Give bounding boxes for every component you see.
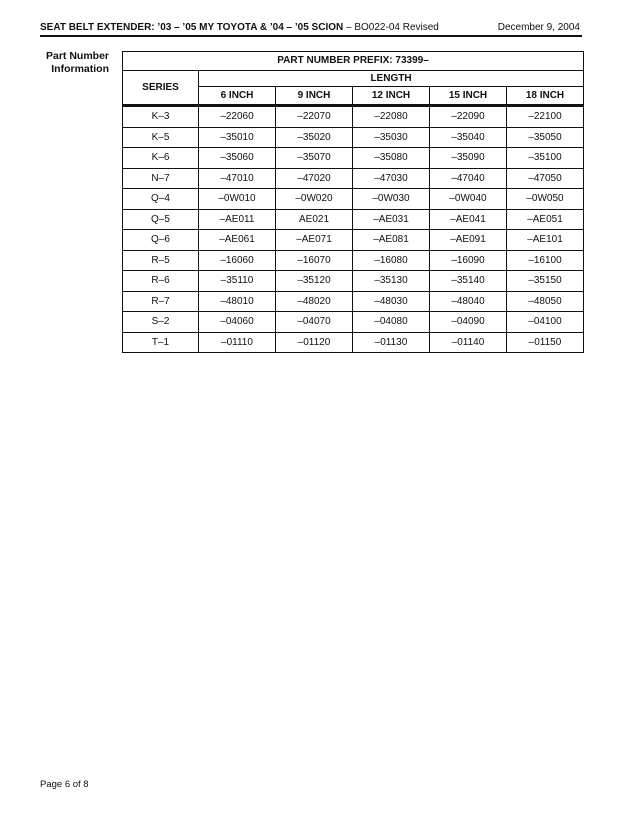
table-row [123,106,584,128]
part-number-cell: –35120 [276,271,353,292]
part-number-cell: –04090 [430,312,507,333]
column-header-12-inch: 12 INCH [353,87,430,106]
table-row [123,332,584,353]
part-number-cell: –AE061 [199,230,276,251]
part-number-cell: –0W010 [199,189,276,210]
series-cell: R–6 [123,271,199,292]
table-row [123,250,584,271]
part-number-cell: –35110 [199,271,276,292]
part-number-cell: –48040 [430,291,507,312]
table-row [123,127,584,148]
series-cell: N–7 [123,168,199,189]
table-row [123,230,584,251]
part-number-prefix: PART NUMBER PREFIX: 73399– [123,52,584,71]
series-cell: Q–5 [123,209,199,230]
part-number-cell: –0W050 [507,189,584,210]
part-number-cell: –AE011 [199,209,276,230]
length-header: LENGTH [199,71,584,87]
part-number-cell: –04070 [276,312,353,333]
part-number-cell: –47050 [507,168,584,189]
part-number-cell: –35140 [430,271,507,292]
series-cell: K–3 [123,106,199,128]
side-label-line-1: Part Number [45,50,109,62]
part-number-information-label [40,50,109,76]
series-header: SERIES [123,71,199,106]
part-number-cell: –22080 [353,106,430,128]
group-header-row [123,71,584,87]
table-row [123,291,584,312]
document-title: SEAT BELT EXTENDER: ’03 – ’05 MY TOYOTA & ’04 – ’05 SCION [40,22,344,33]
series-cell: T–1 [123,332,199,353]
prefix-row [123,52,584,71]
part-number-cell: –0W020 [276,189,353,210]
part-number-cell: –48010 [199,291,276,312]
part-number-cell: –47030 [353,168,430,189]
part-number-cell: –AE081 [353,230,430,251]
series-cell: R–5 [123,250,199,271]
part-number-cell: –22060 [199,106,276,128]
part-number-cell: –48030 [353,291,430,312]
table-row [123,209,584,230]
part-number-cell: –16070 [276,250,353,271]
part-number-cell: –16090 [430,250,507,271]
series-cell: K–5 [123,127,199,148]
part-number-cell: –22090 [430,106,507,128]
table-row [123,312,584,333]
part-number-cell: –22070 [276,106,353,128]
part-number-cell: –AE051 [507,209,584,230]
part-number-cell: –35130 [353,271,430,292]
series-cell: K–6 [123,148,199,169]
part-number-cell: –48050 [507,291,584,312]
part-number-cell: –35020 [276,127,353,148]
part-number-cell: –0W040 [430,189,507,210]
series-cell: R–7 [123,291,199,312]
part-number-cell: –35070 [276,148,353,169]
part-number-cell: –01130 [353,332,430,353]
title-separator: – [343,22,355,33]
part-number-cell: –35040 [430,127,507,148]
part-number-cell: –35150 [507,271,584,292]
series-cell: Q–6 [123,230,199,251]
column-header-15-inch: 15 INCH [430,87,507,106]
document-date: December 9, 2004 [497,22,580,33]
column-header-18-inch: 18 INCH [507,87,584,106]
part-number-cell: –01120 [276,332,353,353]
page-number: Page 6 of 8 [40,779,89,790]
part-number-cell: –22100 [507,106,584,128]
part-number-cell: –16080 [353,250,430,271]
part-number-cell: –AE071 [276,230,353,251]
part-number-cell: –16100 [507,250,584,271]
part-number-cell: –01110 [199,332,276,353]
part-number-cell: –16060 [199,250,276,271]
part-number-cell: –04100 [507,312,584,333]
document-header [40,21,582,37]
part-number-cell: –35050 [507,127,584,148]
part-number-cell: –01150 [507,332,584,353]
part-number-cell: –35090 [430,148,507,169]
table-body [123,106,584,353]
part-number-cell: –35030 [353,127,430,148]
part-number-cell: –47020 [276,168,353,189]
table-row [123,148,584,169]
part-number-cell: –AE031 [353,209,430,230]
part-number-cell: –AE091 [430,230,507,251]
part-number-table [122,51,584,353]
part-number-cell: –35010 [199,127,276,148]
table-row [123,271,584,292]
part-number-cell: –48020 [276,291,353,312]
part-number-cell: –AE101 [507,230,584,251]
part-number-cell: –35060 [199,148,276,169]
column-header-9-inch: 9 INCH [276,87,353,106]
part-number-cell: –35100 [507,148,584,169]
part-number-cell: AE021 [276,209,353,230]
side-label-line-2: Information [51,63,109,75]
part-number-cell: –04060 [199,312,276,333]
series-cell: S–2 [123,312,199,333]
part-number-cell: –0W030 [353,189,430,210]
part-number-cell: –AE041 [430,209,507,230]
column-header-6-inch: 6 INCH [199,87,276,106]
part-number-cell: –01140 [430,332,507,353]
table-row [123,189,584,210]
part-number-cell: –47040 [430,168,507,189]
part-number-cell: –47010 [199,168,276,189]
table-row [123,168,584,189]
revision-label: BO022-04 Revised [354,22,439,33]
series-cell: Q–4 [123,189,199,210]
part-number-cell: –04080 [353,312,430,333]
part-number-cell: –35080 [353,148,430,169]
